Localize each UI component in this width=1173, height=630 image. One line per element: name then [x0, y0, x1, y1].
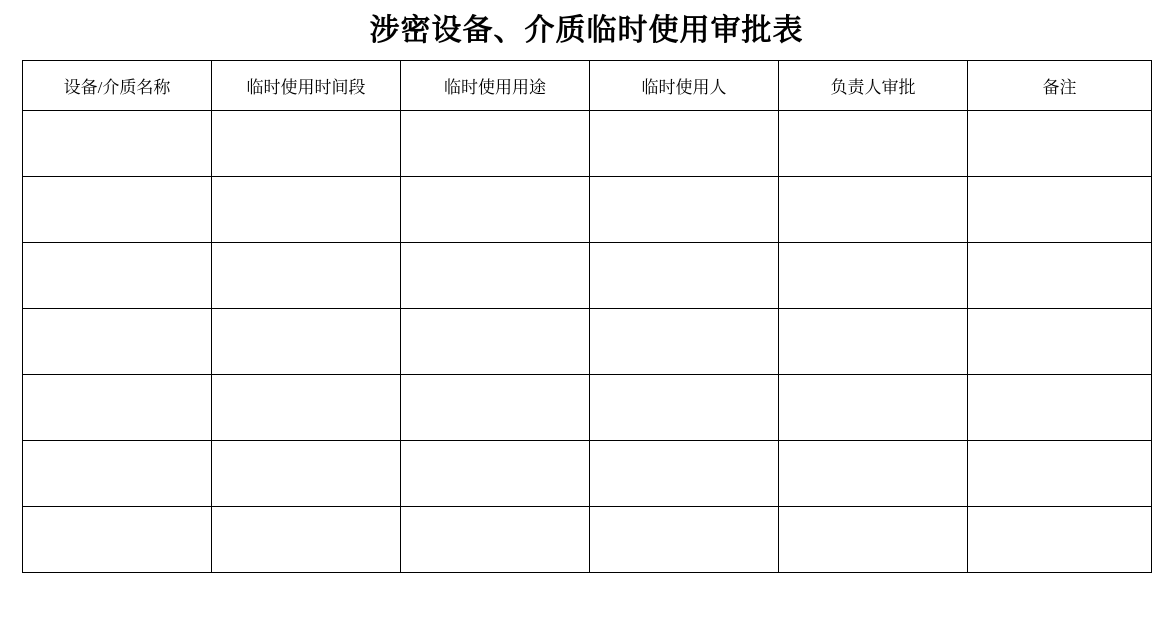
cell-user[interactable] — [590, 507, 779, 573]
page-title: 涉密设备、介质临时使用审批表 — [369, 14, 804, 47]
table-row — [23, 111, 1152, 177]
cell-equipment-name[interactable] — [23, 375, 212, 441]
cell-usage-purpose[interactable] — [401, 243, 590, 309]
cell-approver[interactable] — [779, 111, 968, 177]
cell-user[interactable] — [590, 243, 779, 309]
cell-equipment-name[interactable] — [23, 111, 212, 177]
cell-usage-period[interactable] — [212, 375, 401, 441]
cell-remarks[interactable] — [968, 441, 1152, 507]
cell-usage-purpose[interactable] — [401, 441, 590, 507]
cell-remarks[interactable] — [968, 309, 1152, 375]
column-header-approver: 负责人审批 — [779, 61, 968, 111]
cell-user[interactable] — [590, 375, 779, 441]
cell-usage-period[interactable] — [212, 441, 401, 507]
cell-remarks[interactable] — [968, 177, 1152, 243]
cell-user[interactable] — [590, 177, 779, 243]
table-row — [23, 507, 1152, 573]
cell-approver[interactable] — [779, 441, 968, 507]
table-body — [23, 111, 1152, 573]
cell-usage-purpose[interactable] — [401, 309, 590, 375]
table-row — [23, 243, 1152, 309]
cell-usage-period[interactable] — [212, 111, 401, 177]
column-header-remarks: 备注 — [968, 61, 1152, 111]
cell-equipment-name[interactable] — [23, 507, 212, 573]
cell-remarks[interactable] — [968, 507, 1152, 573]
cell-approver[interactable] — [779, 243, 968, 309]
table-row — [23, 177, 1152, 243]
column-header-equipment-name: 设备/介质名称 — [23, 61, 212, 111]
cell-remarks[interactable] — [968, 243, 1152, 309]
cell-equipment-name[interactable] — [23, 177, 212, 243]
cell-approver[interactable] — [779, 177, 968, 243]
cell-remarks[interactable] — [968, 375, 1152, 441]
cell-usage-period[interactable] — [212, 243, 401, 309]
cell-usage-period[interactable] — [212, 507, 401, 573]
table-header-row — [23, 61, 1152, 111]
table-header — [23, 61, 1152, 111]
cell-user[interactable] — [590, 111, 779, 177]
approval-table — [22, 60, 1152, 573]
table-row — [23, 441, 1152, 507]
cell-usage-purpose[interactable] — [401, 111, 590, 177]
cell-usage-purpose[interactable] — [401, 177, 590, 243]
column-header-user: 临时使用人 — [590, 61, 779, 111]
cell-equipment-name[interactable] — [23, 309, 212, 375]
table-row — [23, 309, 1152, 375]
cell-equipment-name[interactable] — [23, 441, 212, 507]
cell-approver[interactable] — [779, 375, 968, 441]
table-row — [23, 375, 1152, 441]
cell-usage-purpose[interactable] — [401, 507, 590, 573]
table-container — [22, 60, 1151, 573]
cell-usage-period[interactable] — [212, 309, 401, 375]
cell-remarks[interactable] — [968, 111, 1152, 177]
cell-approver[interactable] — [779, 309, 968, 375]
column-header-usage-period: 临时使用时间段 — [212, 61, 401, 111]
column-header-usage-purpose: 临时使用用途 — [401, 61, 590, 111]
cell-user[interactable] — [590, 309, 779, 375]
cell-usage-period[interactable] — [212, 177, 401, 243]
cell-equipment-name[interactable] — [23, 243, 212, 309]
cell-user[interactable] — [590, 441, 779, 507]
cell-usage-purpose[interactable] — [401, 375, 590, 441]
cell-approver[interactable] — [779, 507, 968, 573]
